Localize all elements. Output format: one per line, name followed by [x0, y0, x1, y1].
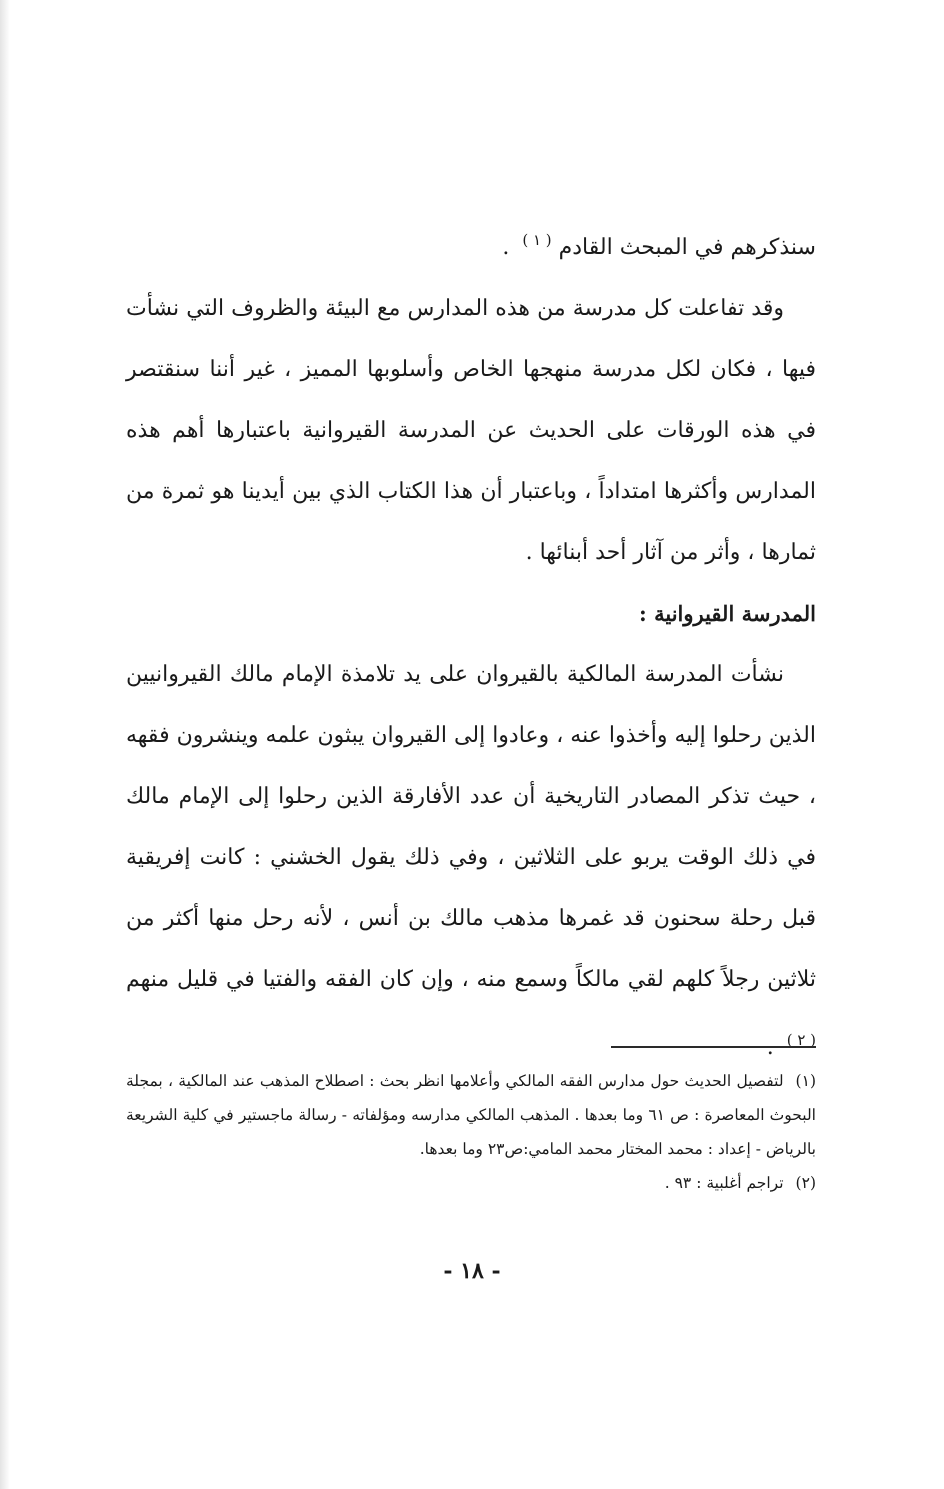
opening-line-end: . — [502, 235, 517, 260]
footnote-1 — [126, 1064, 816, 1166]
opening-line-text: سنذكرهم في المبحث القادم — [558, 235, 816, 260]
paragraph-kairouan-school — [126, 644, 816, 1078]
page-number: - ١٨ - — [443, 1258, 501, 1284]
footnote-separator — [611, 1046, 816, 1048]
footnote-2 — [126, 1166, 816, 1200]
opening-line — [126, 210, 816, 278]
footnotes — [126, 1064, 816, 1200]
footnote-2-number: (٢) — [795, 1174, 816, 1192]
main-text — [126, 210, 816, 1078]
section-heading: المدرسة القيروانية : — [639, 601, 816, 626]
footnote-2-text: تراجم أغلبية : ٩٣ . — [664, 1174, 784, 1192]
footnote-reference-2[interactable]: ( ٢ ) — [786, 1031, 816, 1049]
footnote-1-text: لتفصيل الحديث حول مدارس الفقه المالكي وأعلامها انظر بحث : اصطلاح المذهب عند المالكية ، بمجلة البحوث المعاصرة : ص ٦١ وما بعدها . المذهب المالكي مدارسه ومؤلفاته - رسالة ماجستير في كلية الشريعة بالرياض - إعداد : محمد المختار محمد المامي:ص٢٣ وما بعدها. — [126, 1072, 816, 1158]
paragraph-kairouan-text: نشأت المدرسة المالكية بالقيروان على يد تلامذة الإمام مالك القيروانيين الذين رحلوا إليه وأخذوا عنه ، وعادوا إلى القيروان يبثون علمه وينشرون فقهه ، حيث تذكر المصادر التاريخية أن عدد الأفارقة الذين رحلوا إلى الإمام مالك في ذلك الوقت يربو على الثلاثين ، وفي ذلك يقول الخشني : كانت إفريقية قبل رحلة سحنون قد غمرها مذهب مالك بن أنس ، لأنه رحل منها أكثر من ثلاثين رجلاً كلهم لقي مالكاً وسمع منه ، وإن كان الفقه والفتيا في قليل منهم — [126, 662, 816, 992]
footnote-reference-1[interactable]: ( ١ ) — [522, 231, 552, 249]
paragraph-kairouan-end: . — [766, 1035, 781, 1060]
footnote-1-number: (١) — [795, 1072, 816, 1090]
paragraph-schools: وقد تفاعلت كل مدرسة من هذه المدارس مع البيئة والظروف التي نشأت فيها ، فكان لكل مدرسة منهجها الخاص وأسلوبها المميز ، غير أننا سنقتصر في هذه الورقات على الحديث عن المدرسة القيروانية باعتبارها أهم هذه المدارس وأكثرها امتداداً ، وباعتبار أن هذا الكتاب الذي بين أيدينا هو ثمرة من ثمارها ، وأثر من آثار أحد أبنائها . — [126, 296, 816, 565]
